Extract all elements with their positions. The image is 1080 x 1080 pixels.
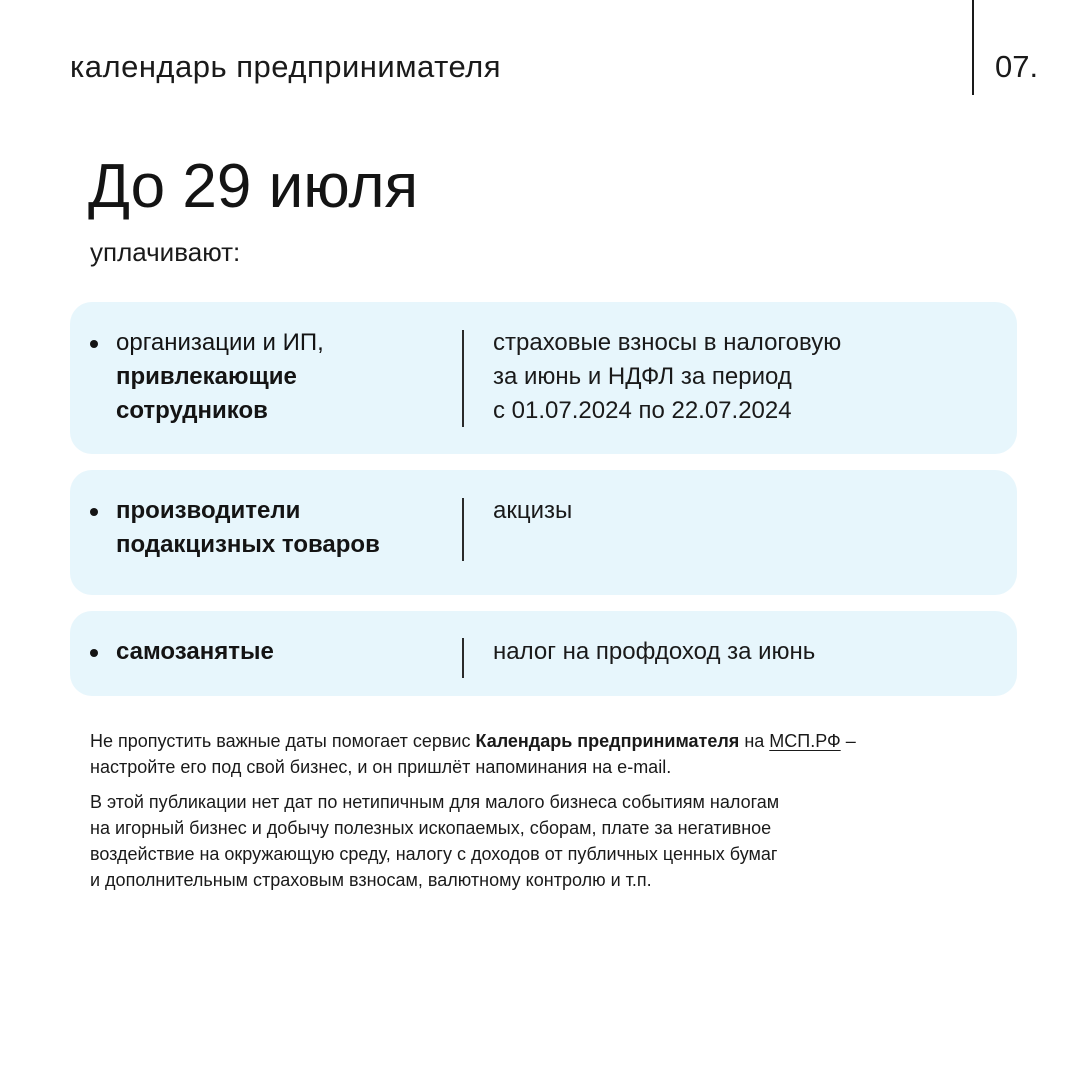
card-what-line: акцизы (493, 497, 573, 524)
card-who-line: сотрудников (116, 397, 268, 424)
card-what-line: налог на профдоход за июнь (493, 638, 816, 665)
header-divider (972, 0, 974, 95)
footnote-text: Не пропустить важные даты помогает сервис (90, 731, 476, 751)
card-divider (462, 330, 464, 427)
footnote-service (90, 728, 1010, 780)
footnote-line: воздействие на окружающую среду, налогу с доходов от публичных ценных бумаг (90, 844, 778, 864)
footnote-line: настройте его под свой бизнес, и он пришлёт напоминания на e-mail. (90, 757, 672, 777)
card-who (116, 494, 380, 562)
bullet-icon (90, 508, 98, 516)
page-subtitle: уплачивают: (90, 237, 241, 267)
card-what (493, 635, 815, 669)
card-who-line: привлекающие (116, 363, 297, 390)
card-who (116, 326, 324, 428)
footnote-text: – (840, 731, 856, 751)
card-what (493, 494, 572, 528)
header-title: календарь предпринимателя (70, 49, 502, 84)
card-who-line: производители (116, 497, 301, 524)
card-who-line: самозанятые (116, 638, 274, 665)
footnote-line (90, 728, 1010, 754)
info-card-employers (70, 302, 1017, 454)
card-who (116, 635, 274, 669)
bullet-icon (90, 340, 98, 348)
page-title: До 29 июля (88, 152, 419, 221)
card-who-line: подакцизных товаров (116, 531, 380, 558)
bullet-icon (90, 649, 98, 657)
footnote-line: В этой публикации нет дат по нетипичным для малого бизнеса событиям налогам (90, 792, 780, 812)
card-what (493, 326, 841, 428)
info-card-excise-producers (70, 470, 1017, 595)
card-who-line: организации и ИП, (116, 329, 324, 356)
card-what-line: страховые взносы в налоговую (493, 329, 842, 356)
info-card-self-employed (70, 611, 1017, 696)
footnote-line: на игорный бизнес и добычу полезных ископаемых, сборам, плате за негативное (90, 818, 772, 838)
card-what-line: за июнь и НДФЛ за период (493, 363, 792, 390)
page-number: 07. (995, 49, 1039, 84)
footnote-line: и дополнительным страховым взносам, валютному контролю и т.п. (90, 870, 652, 890)
msp-rf-link[interactable]: МСП.РФ (769, 731, 841, 751)
footnote-disclaimer (90, 789, 1010, 893)
card-what-line: с 01.07.2024 по 22.07.2024 (493, 397, 792, 424)
card-divider (462, 638, 464, 678)
card-divider (462, 498, 464, 561)
service-name: Календарь предпринимателя (475, 731, 740, 751)
footnote-text: на (739, 731, 770, 751)
